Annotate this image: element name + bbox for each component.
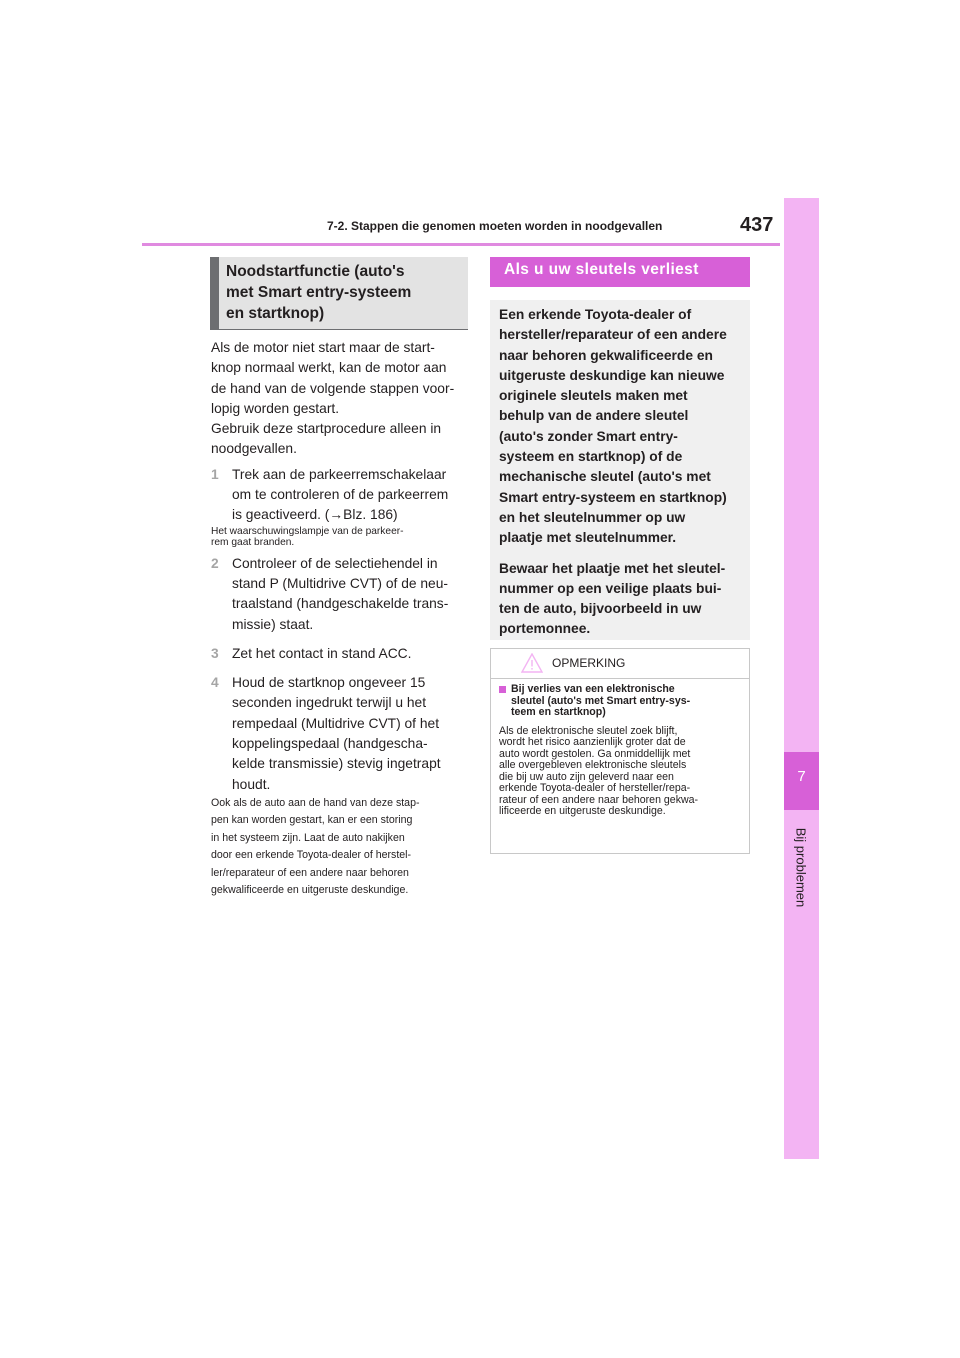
text-line: Als de motor niet start maar de start- [211, 340, 435, 355]
chapter-side-tab [784, 198, 819, 1159]
text-line: gekwalificeerde en uitgeruste deskundige. [211, 884, 409, 897]
page-reference: is geactiveerd. (→Blz. 186) [232, 507, 398, 523]
text-line: Het waarschuwingslampje van de parkeer- [211, 525, 404, 537]
step-2 [211, 554, 471, 635]
note-text [499, 726, 741, 818]
lost-keys-info-box [490, 300, 750, 640]
emergency-start-body [211, 338, 471, 900]
text-line: erkende Toyota-dealer of hersteller/repa- [499, 782, 691, 794]
text-line: in het systeem zijn. Laat de auto nakijken [211, 831, 405, 844]
text-line: Controleer of de selectiehendel in [232, 555, 438, 571]
text-line: uitgeruste deskundige kan nieuwe [499, 367, 725, 383]
text-line: die bij uw auto zijn geleverd naar een [499, 770, 674, 783]
info-paragraph [499, 559, 742, 640]
text-line: Trek aan de parkeerremschakelaar [232, 466, 447, 482]
text-line: stand P (Multidrive CVT) of de neu- [232, 575, 448, 591]
step-3 [211, 644, 471, 664]
step-number: 4 [211, 675, 219, 691]
text-line: koppelingspedaal (handgescha- [232, 736, 428, 752]
text-line: seconden ingedrukt terwijl u het [232, 695, 427, 711]
text-line: Bij verlies van een elektronische [511, 683, 675, 695]
text-line: sleutel (auto's met Smart entry-sys- [511, 694, 691, 707]
text-line: hersteller/reparateur of een andere [499, 327, 727, 343]
text-line: portemonnee. [499, 621, 591, 637]
heading-line: en startknop) [226, 305, 325, 322]
text-line: Een erkende Toyota-dealer of [499, 307, 692, 322]
heading-line: met Smart entry-systeem [226, 284, 412, 301]
text-line: noodgevallen. [211, 441, 297, 457]
text-line: rempedaal (Multidrive CVT) of het [232, 715, 440, 731]
chapter-number: 7 [797, 768, 806, 785]
text-line: mechanische sleutel (auto's met [499, 469, 711, 485]
note-item-title [499, 684, 741, 719]
text-line: alle overgebleven elektronische sleutels [499, 759, 687, 771]
text-line: traalstand (handgeschakelde trans- [232, 596, 449, 612]
step-number: 2 [211, 555, 219, 571]
text-line: originele sleutels maken met [499, 388, 688, 404]
text-line: ler/reparateur of een andere naar behoren [211, 866, 409, 879]
text-line: teem en startknop) [511, 706, 606, 718]
warning-triangle-icon [521, 653, 543, 673]
text-line: plaatje met sleutelnummer. [499, 530, 677, 546]
info-paragraph [499, 305, 742, 549]
text-line: Bewaar het plaatje met het sleutel- [499, 560, 726, 576]
text-line: Zet het contact in stand ACC. [232, 645, 412, 661]
text-line: wordt het risico aanzienlijk groter dat de [499, 736, 686, 748]
closing-note [211, 795, 471, 900]
note-box [490, 648, 750, 854]
text-line: (auto's zonder Smart entry- [499, 428, 678, 444]
text-line: auto wordt gestolen. Ga onmiddellijk met [499, 747, 691, 760]
text-line: de hand van de volgende stappen voor- [211, 380, 455, 396]
chapter-label: Bij problemen [793, 827, 809, 908]
text-line: behulp van de andere sleutel [499, 408, 689, 424]
text-line: kelde transmissie) stevig ingetrapt [232, 756, 441, 772]
step-number: 1 [211, 466, 219, 482]
text-line: om te controleren of de parkeerrem [232, 487, 449, 503]
text-line: knop normaal werkt, kan de motor aan [211, 360, 447, 376]
text-line: Ook als de auto aan de hand van deze stap- [211, 796, 420, 809]
text-line: door een erkende Toyota-dealer of herstel- [211, 849, 412, 862]
section-title: 7-2. Stappen die genomen moeten worden in noodgevallen [327, 219, 663, 233]
step-4 [211, 673, 471, 795]
text-line: pen kan worden gestart, kan er een storing [211, 814, 413, 827]
parking-brake-note [211, 526, 471, 549]
step-number: 3 [211, 645, 219, 661]
step-1 [211, 465, 471, 526]
text-line: lificeerde en uitgeruste deskundige. [499, 805, 666, 817]
text-line: Smart entry-systeem en startknop) [499, 489, 727, 505]
note-body [491, 679, 749, 818]
text-line: houdt. [232, 776, 271, 792]
text-line: nummer op een veilige plaats bui- [499, 580, 722, 596]
text-line: naar behoren gekwalificeerde en [499, 347, 713, 363]
text-line: en het sleutelnummer op uw [499, 509, 686, 525]
lost-keys-banner: Als u uw sleutels verliest [490, 257, 750, 287]
text-line: Houd de startknop ongeveer 15 [232, 675, 426, 691]
intro-paragraph [211, 338, 471, 460]
text-line: ten de auto, bijvoorbeeld in uw [499, 601, 702, 617]
emergency-start-heading [210, 257, 468, 330]
heading-line: Noodstartfunctie (auto's [226, 263, 405, 280]
page-number: 437 [740, 214, 774, 236]
note-title: OPMERKING [552, 656, 626, 670]
note-header [491, 649, 749, 679]
text-line: missie) staat. [232, 616, 314, 632]
text-line: rateur of een andere naar behoren gekwa- [499, 793, 699, 806]
text-line: systeem en startknop) of de [499, 449, 683, 465]
bullet-square-icon [499, 686, 506, 693]
text-line: rem gaat branden. [211, 537, 295, 549]
text-line: Gebruik deze startprocedure alleen in [211, 421, 442, 437]
text-line: Als de elektronische sleutel zoek blijft, [499, 724, 678, 737]
header-rule [142, 243, 780, 246]
text-line: lopig worden gestart. [211, 400, 340, 416]
